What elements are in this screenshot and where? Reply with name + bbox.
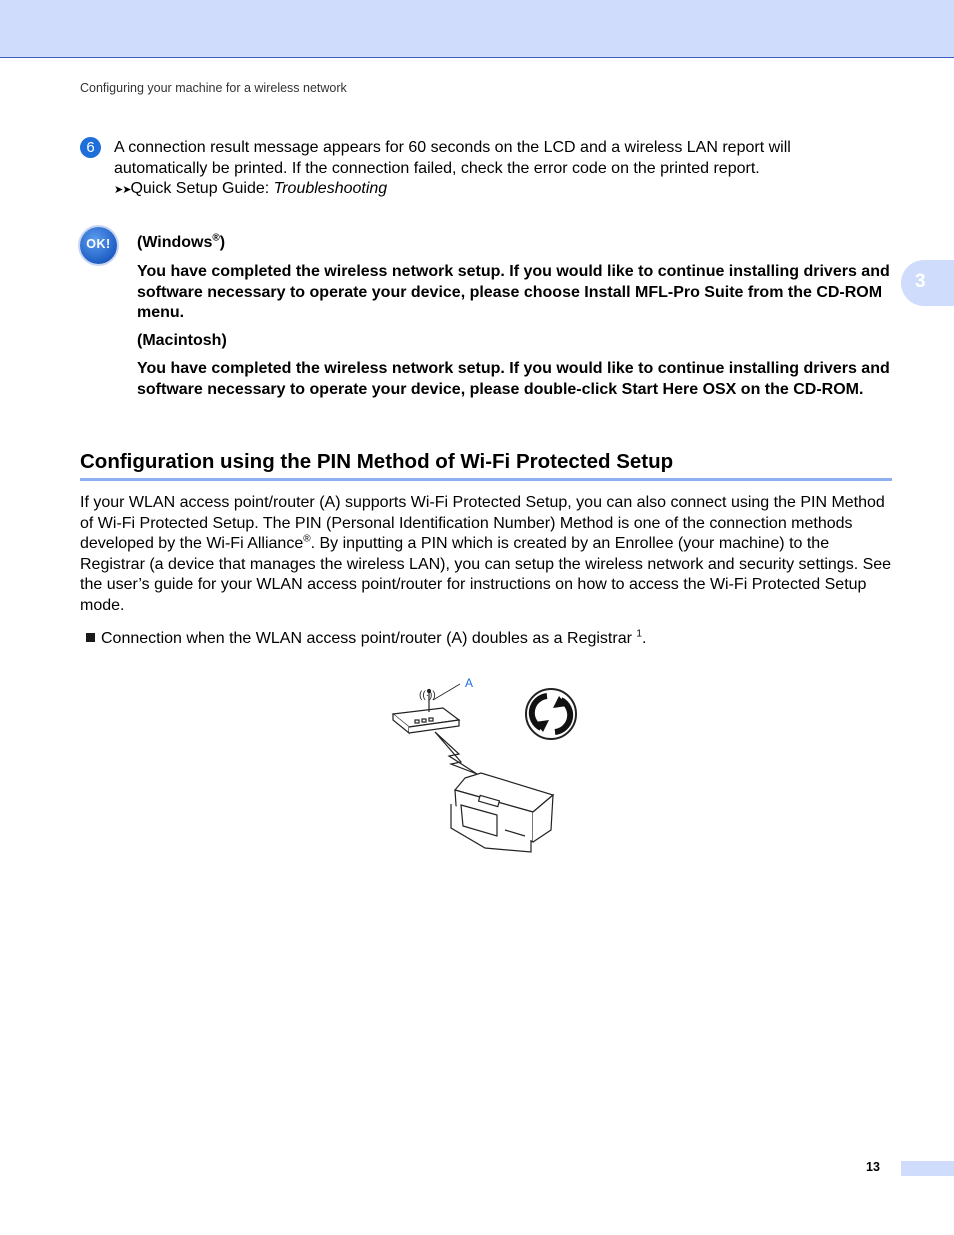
bullet-end: .	[641, 630, 647, 647]
signal-waves-icon: ((·))	[419, 690, 436, 701]
bullet-text: Connection when the WLAN access point/router (A) doubles as a Registrar	[101, 630, 637, 647]
body-registered-trademark: ®	[303, 533, 311, 545]
windows-heading-close: )	[219, 234, 226, 251]
step-text: A connection result message appears for 60 seconds on the LCD and a wireless LAN report will automatically be printed. If the connection failed, check the error code on the printed report.	[114, 139, 791, 177]
windows-heading-text: (Windows	[137, 234, 213, 251]
step-number-badge: 6	[80, 137, 101, 158]
reference-prefix: Quick Setup Guide:	[130, 180, 274, 197]
section-body-paragraph	[80, 493, 892, 616]
body-text-part1: If your WLAN access point/router (A) supports Wi-Fi Protected Setup, you can also connect using the PIN Method of Wi-Fi Protected Setup. The PIN (Personal Identification Number) Method is one of the connection methods developed by the Wi-Fi Alliance	[80, 494, 885, 552]
macintosh-heading: (Macintosh)	[137, 332, 227, 349]
header-band	[0, 0, 954, 58]
wireless-link-icon	[435, 732, 477, 774]
section-title: Configuration using the PIN Method of Wi-Fi Protected Setup	[80, 450, 674, 473]
registered-trademark: ®	[212, 232, 220, 244]
reference-title: Troubleshooting	[273, 180, 388, 197]
square-bullet-icon	[86, 633, 95, 642]
printer-icon	[451, 773, 553, 852]
section-title-underline	[80, 478, 892, 481]
wps-logo-icon	[526, 689, 576, 739]
body-text-part2: . By inputting a PIN which is created by an Enrollee (your machine) to the Registrar (a device that manages the wireless LAN), you can setup the wireless network and security settings. See the user’s guide for your WLAN access point/router for instructions on how to access the Wi-Fi Protected Setup mode.	[80, 535, 892, 614]
double-arrow-icon: ➤➤	[114, 184, 131, 196]
footnote-reference: 1	[636, 628, 642, 640]
chapter-tab	[901, 260, 954, 306]
windows-completion-text: You have completed the wireless network setup. If you would like to continue installing drivers and software necessary to operate your device, please choose Install MFL-Pro Suite from the CD-ROM menu.	[137, 263, 890, 321]
bullet-item	[86, 629, 886, 650]
page-number: 13	[866, 1160, 880, 1174]
wps-connection-illustration	[385, 670, 585, 860]
ok-icon	[80, 227, 117, 264]
running-header: Configuring your machine for a wireless network	[80, 81, 347, 95]
windows-heading	[137, 233, 225, 254]
macintosh-completion-text: You have completed the wireless network setup. If you would like to continue installing drivers and software necessary to operate your device, please double-click Start Here OSX on the CD-ROM.	[137, 360, 890, 398]
router-label: A	[465, 676, 474, 690]
page-number-tab	[901, 1161, 954, 1176]
chapter-number: 3	[915, 271, 926, 292]
ok-badge-text: OK!	[86, 237, 111, 251]
step-paragraph	[114, 138, 874, 201]
